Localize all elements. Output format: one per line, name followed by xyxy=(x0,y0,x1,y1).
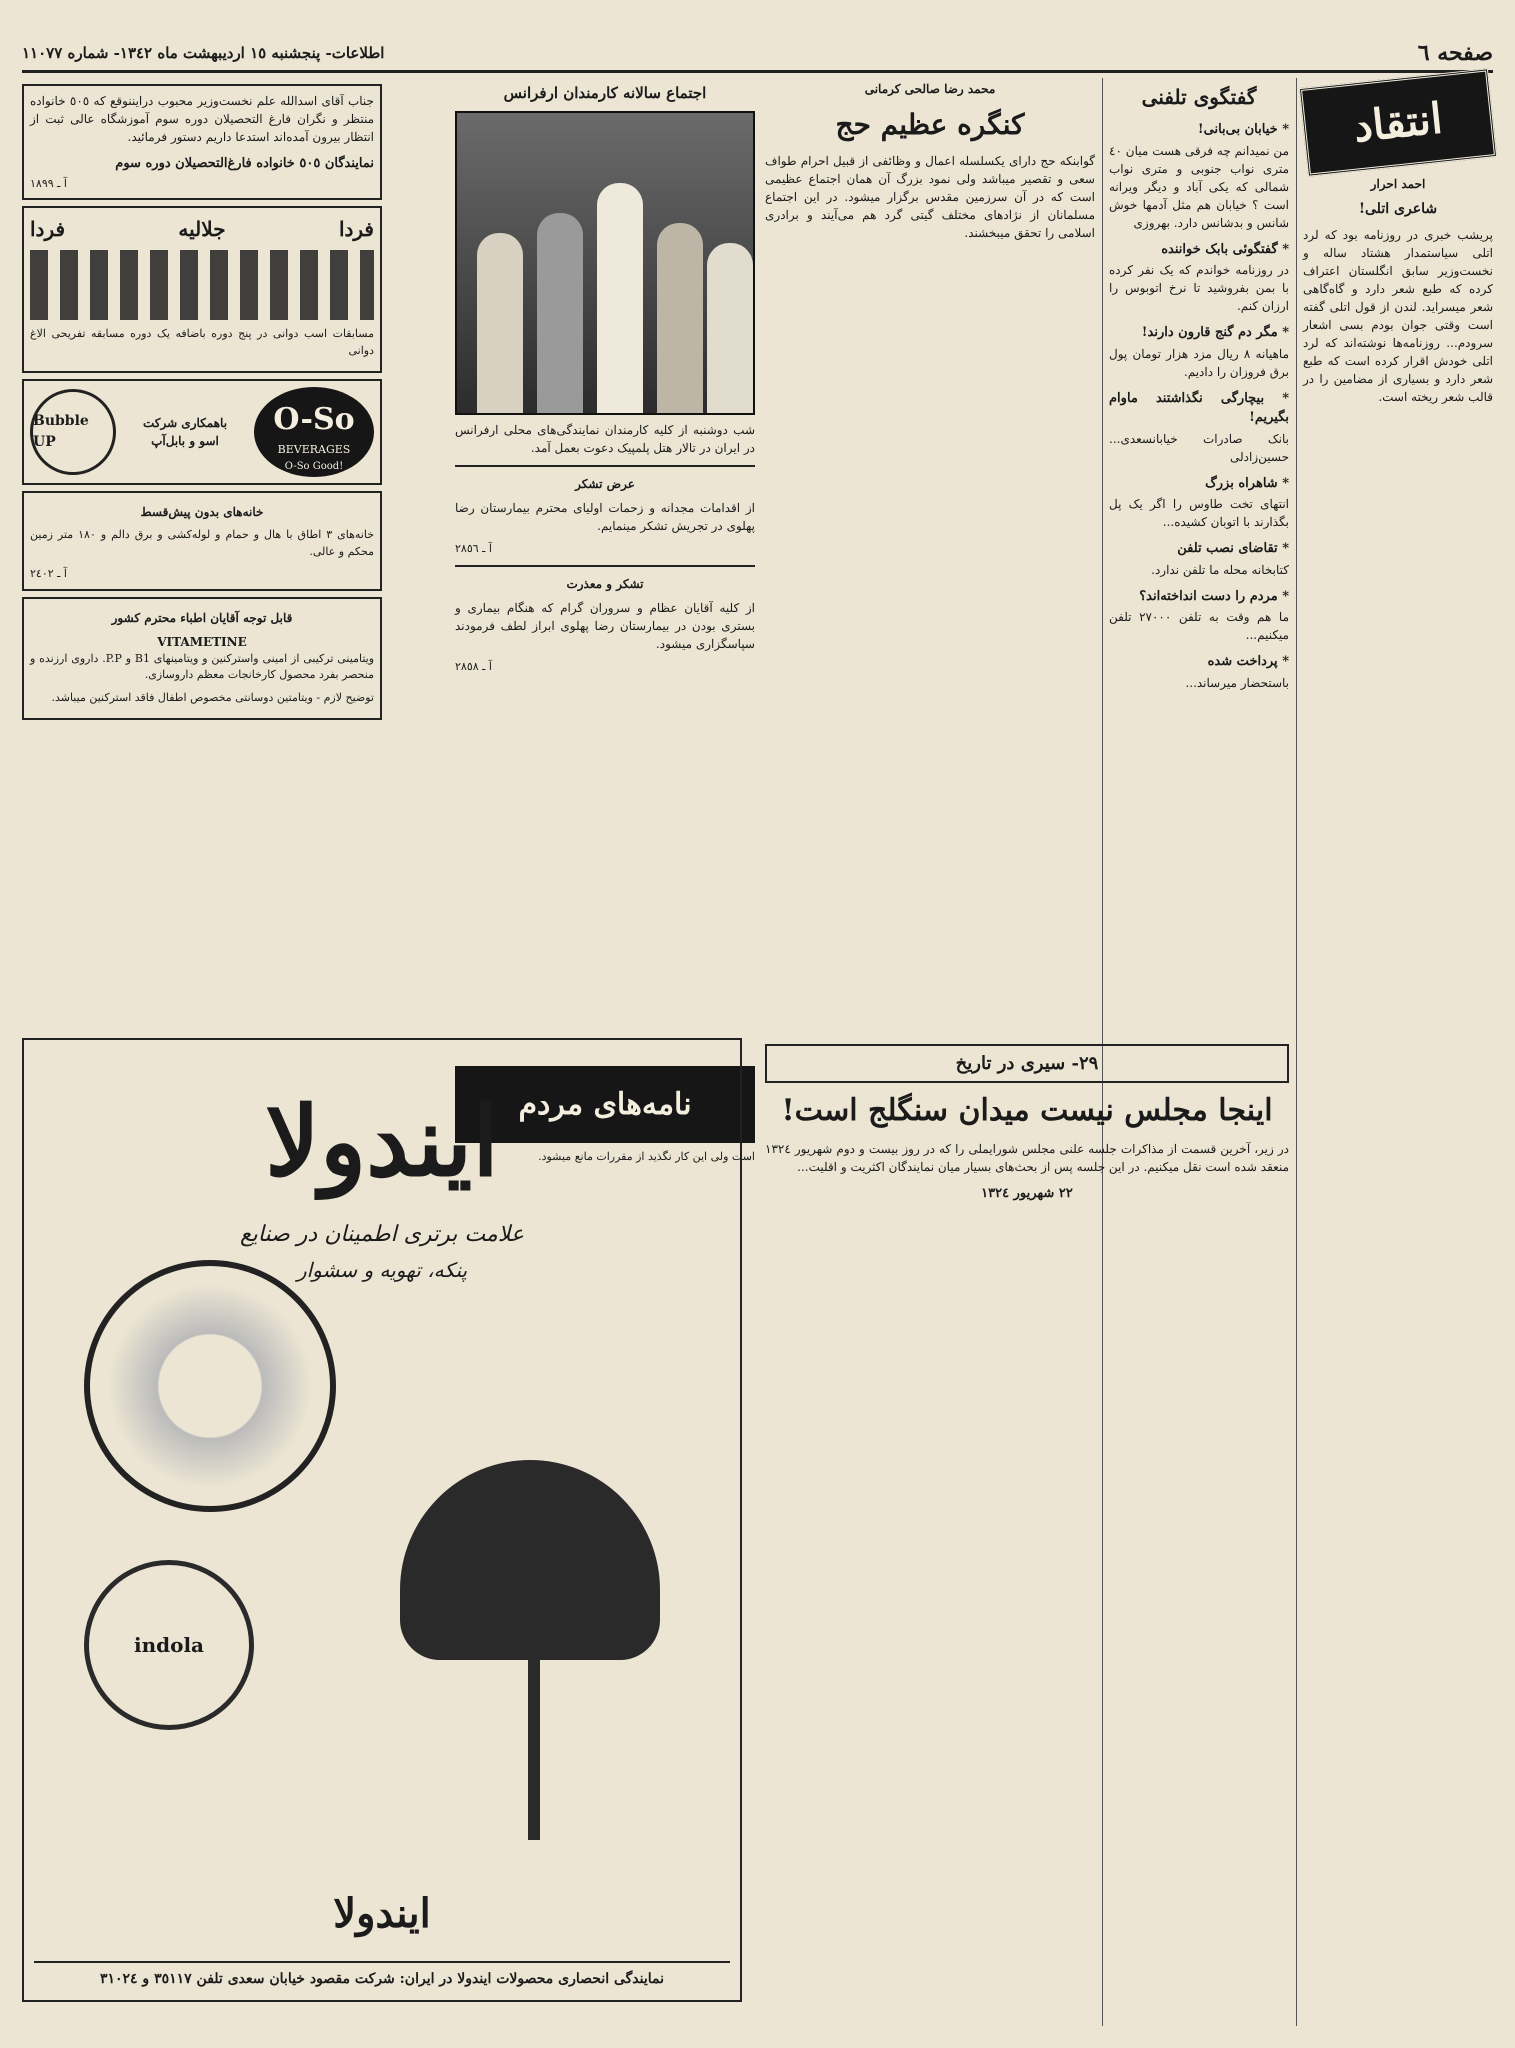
phone-item-text: ما هم وقت به تلفن ٢٧٠٠٠ تلفن میکنیم... xyxy=(1109,610,1289,642)
hairdryer-illustration xyxy=(400,1460,660,1660)
column-ads xyxy=(22,78,382,918)
ad-code: آ ـ ٢٨٥٨ xyxy=(455,660,492,673)
stand-illustration xyxy=(528,1660,540,1840)
hajj-title: کنگره عظیم حج xyxy=(835,108,1025,141)
vitamin-sub: توضیح لازم - ویتامتین دوسانتی مخصوص اطفال فاقد استرکنین میباشد. xyxy=(51,690,374,704)
oso-tag: O-So Good! xyxy=(284,460,344,472)
oso-brand: O-So xyxy=(273,402,355,437)
horse-race-ad xyxy=(22,206,382,373)
horse-title: جلالیه xyxy=(178,217,226,241)
vitamin-ad xyxy=(22,597,382,721)
column-criticism xyxy=(1303,78,1493,2026)
divider xyxy=(455,565,755,567)
divider xyxy=(455,465,755,467)
photo-figure xyxy=(537,213,583,413)
notice-text: جناب آقای اسدالله علم نخست‌وزیر محبوب درایننوقع که ٥٠٥ خانواده منتظر و نگران فارغ التحصیلان دوره سوم آموزشگاه عالی ثبت از انتظار بیرون آمده‌اند استدعا داریم دستور فرمائید. xyxy=(30,94,374,144)
column-history xyxy=(765,1040,1289,2026)
photo-figure xyxy=(707,243,753,413)
indola-emblem: indola xyxy=(84,1560,254,1730)
phone-item-heading: * شاهراه بزرگ xyxy=(1205,475,1289,491)
page-number: صفحه ٦ xyxy=(1417,40,1493,66)
indola-footer-brand: ایندولا xyxy=(333,1890,431,1937)
phone-item-heading: * خیابان بی‌بانی! xyxy=(1197,122,1289,137)
horse-left: فردا xyxy=(30,217,66,241)
oso-text: باهمکاری شرکت اسو و بابل‌آپ xyxy=(142,416,228,448)
thanks2-title: تشکر و معذرت xyxy=(566,577,644,591)
indola-ad xyxy=(22,1030,742,2026)
hajj-byline: محمد رضا صالحی کرمانی xyxy=(864,82,996,96)
france-caption: شب دوشنبه از کلیه کارمندان نمایندگی‌های محلی ارفرانس در ایران در تالار هتل پلمپیک دعوت بعمل آمد. xyxy=(455,422,755,455)
criticism-logo: انتقاد xyxy=(1299,68,1497,176)
photo-figure xyxy=(477,233,523,413)
page-header xyxy=(22,36,1493,73)
ad-code: آ ـ ٢٤٠٢ xyxy=(30,567,67,580)
vitamin-text: ویتامینی ترکیبی از امینی واسترکنین و ویتامینهای B1 و P.P. داروی ارزنده و منحصر بفرد محصول کارخانجات معظم داروسازی. xyxy=(30,651,375,681)
thanks-text: از اقدامات مجدانه و زحمات اولیای محترم بیمارستان رضا پهلوی در تجریش تشکر مینمایم. xyxy=(455,500,755,533)
ad-code: آ ـ ٢٨٥٦ xyxy=(455,541,492,555)
phone-item-heading: * بیچارگی نگذاشتند ماوام بگیریم! xyxy=(1109,390,1289,425)
column-hajj xyxy=(765,78,1095,1018)
photo-figure xyxy=(597,183,643,413)
letters-note: است ولی این کار نگذید از مقررات مانع میشود. xyxy=(538,1150,755,1163)
indola-tagline: علامت برتری اطمینان در صنایع xyxy=(239,1222,525,1247)
horse-right: فردا xyxy=(338,217,374,241)
france-photo xyxy=(455,111,755,415)
horse-header xyxy=(30,214,374,244)
house-title: خانه‌های بدون پیش‌قسط xyxy=(140,505,264,519)
phone-item-heading: * گفتگوئی بابک خواننده xyxy=(1161,241,1289,257)
phone-item-text: من نمیدانم چه فرقی هست میان ٤٠ متری نواب جنوبی و مترى نواب شمالی که یکی آباد و دیگر ویرانه است ؟ خیابان هم مثل آدمها خوش شانس و بدشانس دارد. بهروزی xyxy=(1109,143,1289,230)
thanks-title: عرض تشکر xyxy=(575,476,635,491)
phone-item-text: باستحضار میرساند... xyxy=(1185,675,1289,690)
phone-talk-title: گفتگوی تلفنی xyxy=(1141,85,1257,109)
history-body: در زیر، آخرین قسمت از مذاکرات جلسه علنی مجلس شورایملی را که در روز بیست و دوم شهریور ١٣٢٤ منعقد شده است نقل میکنیم. در این جلسه پس از بحث‌های بسیار میان نمایندگان اکثریت و اقلیت... xyxy=(765,1142,1289,1174)
hajj-body: گوابنکه حج دارای یکسلسله اعمال و وظائفی از قبیل احرام طواف سعی و تقصیر میباشد ولی نمود بزرگ آن همان اجتماع عظیمی است که در آن سرزمین مقدس برگزار میشود. در این اجتماع مسلمانان از نژادهای مختلف گیتی گرد هم می‌آیند و برادری اسلامی را تحقق میبخشند. xyxy=(765,154,1095,240)
criticism-body: پریشب خبری در روزنامه بود که لرد اتلی سیاستمدار هشتاد ساله و نخست‌وزیر سابق انگلستان اعتراف کرده که طبع شعر دارد و گاه‌گاهی شعر میسراید. لندن از قول اتلی گفته است وقتی جوان بودم بسی اشعار سرودم... روزنامه‌ها نوشته‌اند که لرد اتلی خودش اقرار کرده است که طبع شعر دارد و بسیاری از مضامین را در قالب شعر ریخته است. xyxy=(1303,228,1493,405)
notice-box xyxy=(22,84,382,200)
house-text: خانه‌های ٣ اطاق با هال و حمام و لوله‌کشی و برق دالم و ١٨٠ متر زمین محکم و عالی. xyxy=(30,528,375,558)
france-title: اجتماع سالانه کارمندان ارفرانس xyxy=(503,84,707,102)
photo-figure xyxy=(657,223,703,413)
column-divider xyxy=(1296,78,1297,2026)
indola-ad-frame xyxy=(22,1038,742,2002)
criticism-title: شاعری اتلی! xyxy=(1358,201,1438,217)
thanks2-text: از کلیه آقایان عظام و سروران گرام که هنگام بیماری و بستری بودن در بیمارستان رضا پهلوی ابراز لطف فرمودند سپاسگزاری میشود. xyxy=(455,601,755,651)
bubble-up-logo: Bubble UP xyxy=(30,389,116,475)
oso-sub: BEVERAGES xyxy=(277,443,351,456)
phone-item-heading: * پرداخت شده xyxy=(1207,654,1289,669)
doctors-title: قابل توجه آقایان اطباء محترم کشور xyxy=(111,610,293,625)
dateline: اطلاعات- پنجشنبه ١٥ اردیبهشت ماه ١٣٤٢- شماره ١١٠٧٧ xyxy=(22,44,385,62)
indola-products: پنکه، تهویه و سشوار xyxy=(296,1258,468,1282)
ad-code: آ ـ ١٨٩٩ xyxy=(30,176,67,190)
phone-item-text: کتابخانه محله ما تلفن ندارد. xyxy=(1151,562,1289,577)
house-ad xyxy=(22,491,382,591)
phone-item-heading: * مردم را دست انداخته‌اند؟ xyxy=(1139,588,1289,604)
history-headline: اینجا مجلس نیست میدان سنگلج است! xyxy=(781,1093,1273,1128)
vitamin-brand: VITAMETINE xyxy=(157,634,247,649)
history-series: ٢٩- سیری در تاریخ xyxy=(765,1044,1289,1083)
oso-logo xyxy=(254,387,374,477)
column-france xyxy=(455,78,755,948)
phone-item-text: در روزنامه خواندم که یک نفر کرده با بمن بفروشید تا نرخ اتوبوس را ارزان کنم. xyxy=(1109,263,1289,313)
indola-brand: ایندولا xyxy=(265,1085,499,1198)
notice-sign: نمایندگان ٥٠٥ خانواده فارغ‌التحصیلان دوره سوم xyxy=(115,156,374,171)
horse-text: مسابقات اسب دوانی در پنج دوره باضافه یک دوره مسابقه تفریحی الاغ دوانی xyxy=(30,327,374,357)
phone-item-text: ماهیانه ٨ ریال مزد هزار تومان پول برق فروزان را دادیم. xyxy=(1109,346,1289,379)
phone-item-heading: * مگر دم گنج قارون دارند! xyxy=(1141,325,1289,340)
phone-item-text: انتهای تخت طاوس را اگر یک پل بگذارند با اتوبان کشیده... xyxy=(1109,497,1289,529)
oso-ad xyxy=(22,379,382,485)
horse-illustration xyxy=(30,250,374,320)
indola-footer: نمایندگی انحصاری محصولات ایندولا در ایران: شرکت مقصود خیابان سعدی تلفن ٣٥١١٧ و ٣١٠٢٤ xyxy=(34,1961,730,1990)
fan-illustration xyxy=(84,1260,336,1512)
criticism-author: احمد احرار xyxy=(1370,177,1426,191)
phone-item-text: بانک صادرات خیابانسعدی... حسین‌زادلی xyxy=(1109,431,1289,464)
history-date: ٢٢ شهریور ١٣٢٤ xyxy=(981,1186,1073,1201)
phone-item-heading: * تقاضای نصب تلفن xyxy=(1177,541,1289,556)
letters-banner: نامه‌های مردم xyxy=(455,1066,755,1143)
